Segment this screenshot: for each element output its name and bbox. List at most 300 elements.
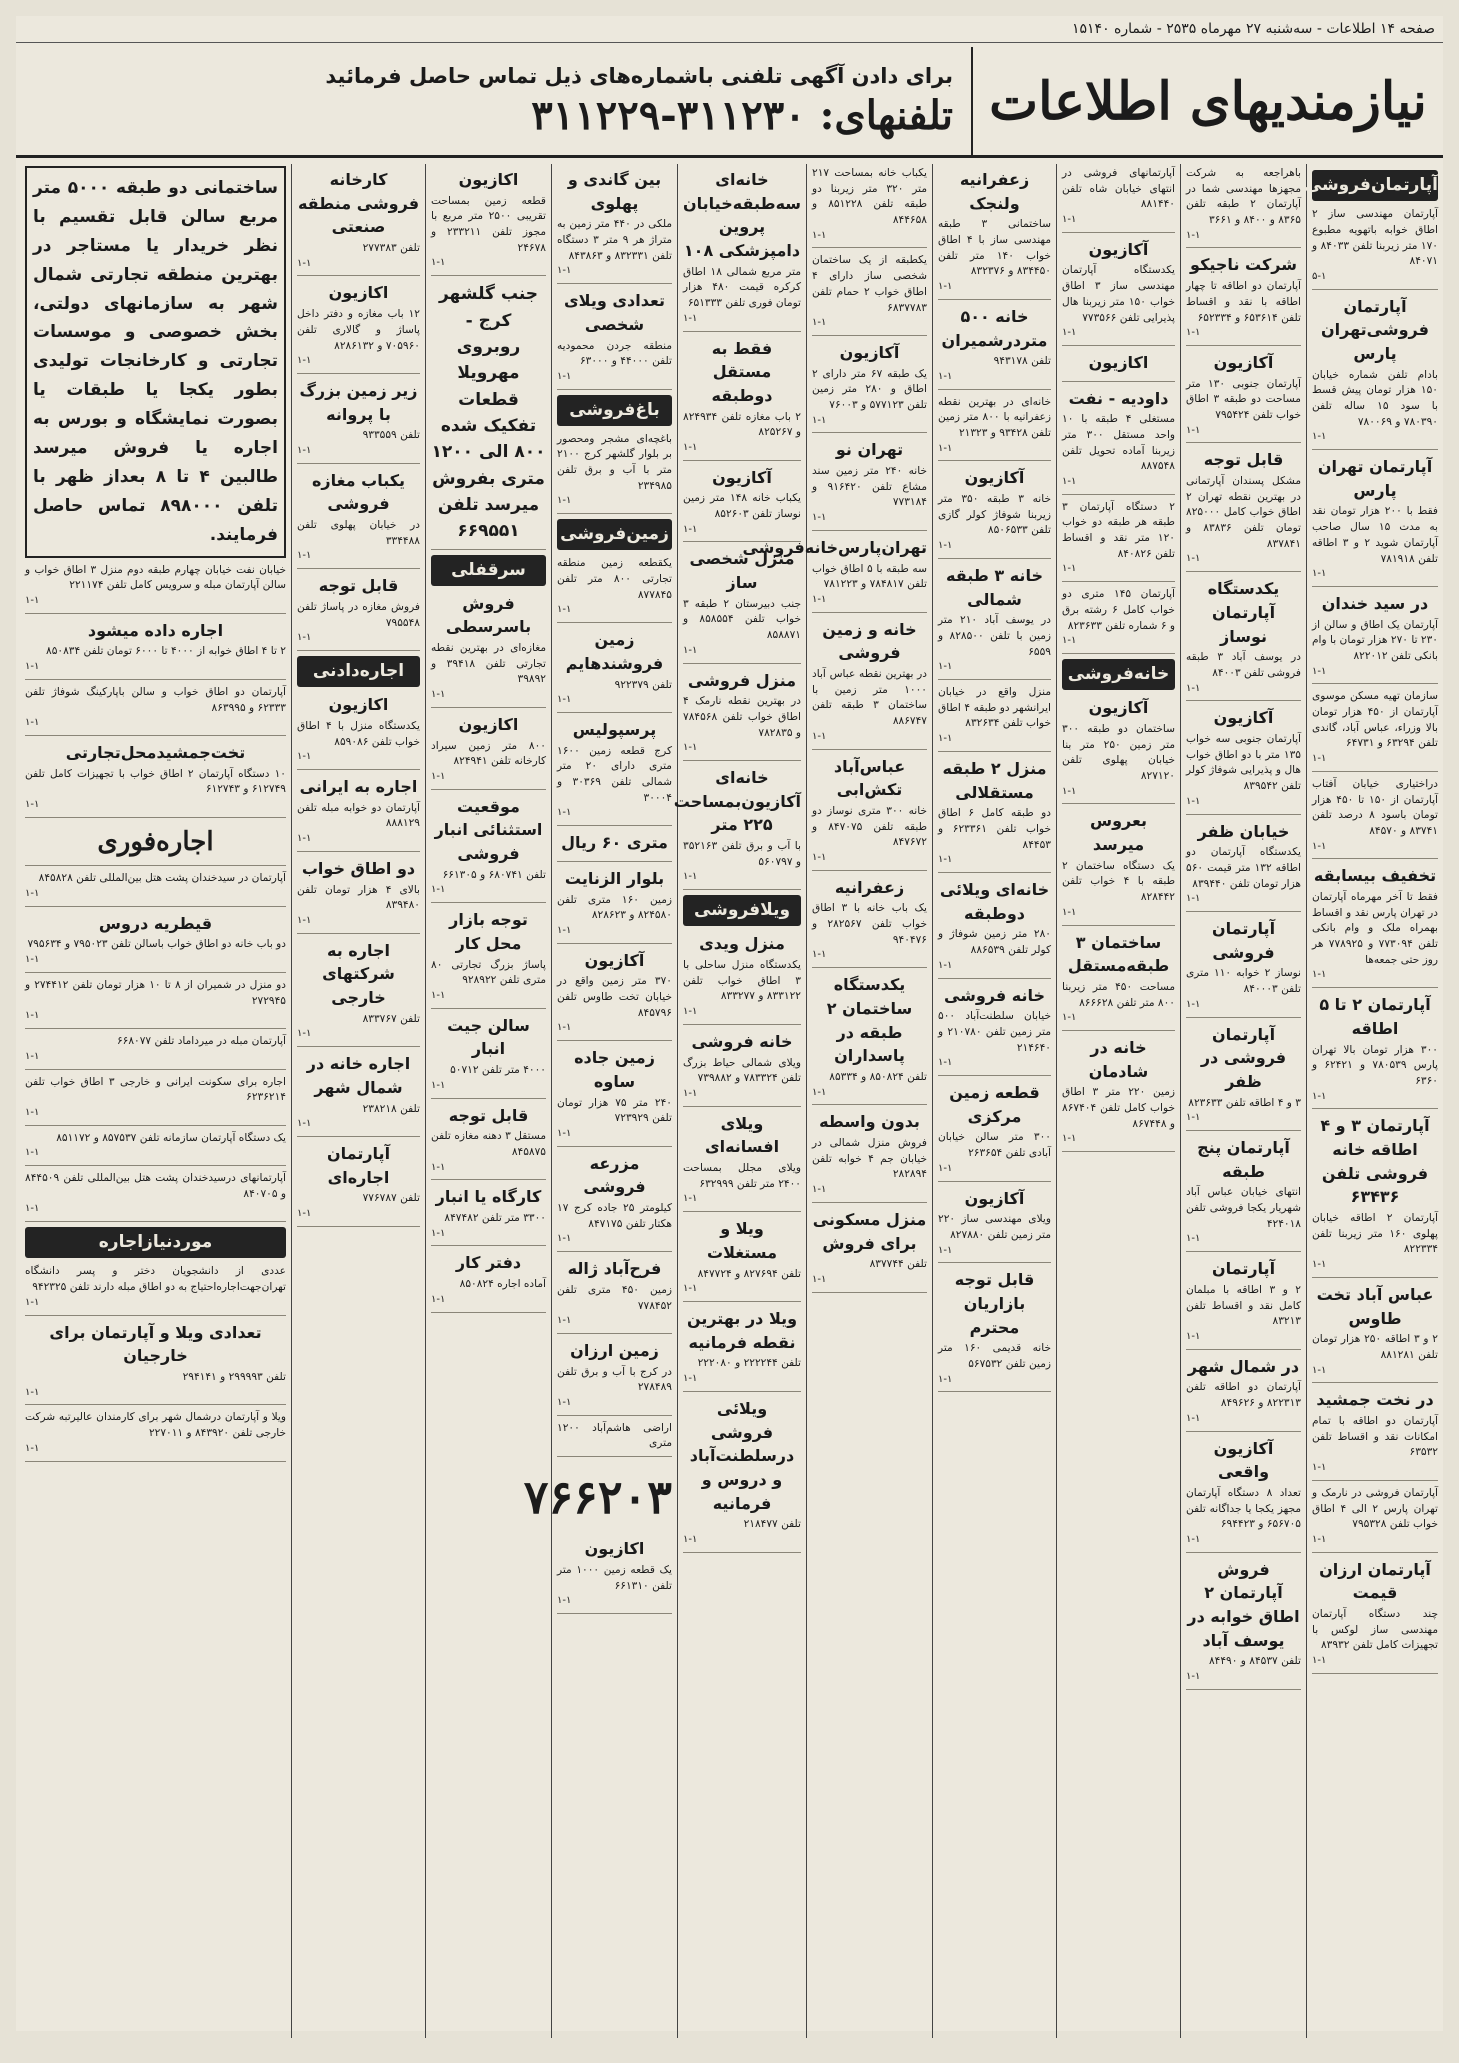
ad-code: ۱-۱ [683,871,698,883]
ad-code: ۱-۱ [1312,665,1327,677]
ad-code: ۱-۱ [557,924,572,936]
ad-title: آکازیون [964,468,1025,488]
classified-ad [1186,448,1301,572]
ad-text: تلفن ۲۳۸۲۱۸ [362,1102,420,1115]
column-3 [1056,164,1180,2038]
ad-text: تلفن ۸۲۷۶۹۴ و ۸۴۷۷۲۴ [697,1267,801,1280]
ad-title: فروش باسرسطی [445,593,532,637]
ad-text: آپارتمان ۱۴۵ متری دو خواب کامل ۶ رشته برق و ۶ شماره تلفن ۸۲۳۶۳۳ [1062,588,1175,632]
ad-text: آپارتمان دو اطاقه تلفن ۸۲۲۳۱۳ و ۸۴۹۶۲۶ [1186,1381,1301,1410]
ad-title: زمین ارزان [570,1340,659,1360]
ad-title: تعدادی ویلای شخصی [564,291,665,334]
ad-text: تلفن ۲۱۸۴۷۷ [743,1518,801,1531]
ad-title: آپارتمان ۳ و ۴ اطاقه خانه فروشی تلفن ۶۳۴۳۶ [1320,1116,1430,1207]
classified-ad [1186,1355,1301,1432]
ad-title: قطعه زمین مرکزی [949,1083,1040,1126]
ad-code: ۱-۱ [1312,969,1327,981]
ad-text: تلفن ۲۲۲۲۴۴ و ۲۲۲۰۸۰ [697,1357,801,1370]
classified-ad [25,619,286,680]
section-header: اجاره‌دادنی [297,656,420,687]
ad-text: در یوسف آباد ۲۱۰ متر زمین با تلفن ۸۲۸۵۰۰ و ۶۵۵۹ [938,614,1051,658]
ad-title: آکازیون واقعی [1213,1438,1274,1482]
ad-code: ۵-۱ [1312,270,1327,282]
section-header: آپارتمان‌فروشی [1312,170,1438,201]
ad-text: خانه قدیمی ۱۶۰ متر زمین تلفن ۵۶۷۵۳۲ [938,1342,1051,1371]
classified-ad [557,831,672,862]
classified-ad [1062,387,1175,495]
section-header: زمین‌فروشی [557,519,672,550]
classified-ad [683,337,801,461]
ad-text: یکدستگاه آپارتمان مهندسی ساز ۳ اطاق خواب ۱۵۰ متر زیربنا هال پذیرایی تلفن ۷۷۳۵۶۶ [1062,264,1175,324]
classified-ad [25,823,286,866]
ad-text: مستقل ۳ دهنه مغازه تلفن ۸۴۵۸۷۵ [431,1130,546,1158]
classified-ad [683,1397,801,1553]
ad-code: ۱-۱ [557,370,572,382]
ad-text: ویلای مهندسی ساز ۲۲۰ متر زمین تلفن ۸۲۷۸۸۰ [938,1213,1051,1241]
classified-ad [297,281,420,373]
classified-ad [1312,295,1438,451]
ad-code: ۱-۱ [683,1006,698,1018]
ad-code: ۱-۱ [297,1207,312,1219]
classified-ad [812,1110,927,1202]
classified-ad [683,1217,801,1302]
boxed-ad-text: ساختمانی دو طبقه ۵۰۰۰ متر مربع سالن قابل تقسیم با نظر خریدار یا مستاجر در بهترین منطقه تجارتی شمال شهر به سازمانهای دولتی، بخش خصوصی و موسسات تجارتی و کارخانجات تولیدی بطور یکجا یا طبقات یا بصورت نمایشگاه و بورس به اجاره یا فروش میرسد طالبین ۴ تا ۸ بعداز ظهر با تلفن ۸۹۸۰۰۰ تماس حاصل فرمایند. [33,178,279,545]
column-2 [1180,164,1306,2038]
classified-ad [938,1081,1051,1181]
ad-code: ۱-۱ [938,733,953,745]
column-7 [523,164,677,2038]
ad-code: ۱-۱ [1186,1233,1201,1245]
ad-title: اکازیون [1088,352,1149,372]
classified-ad [683,932,801,1024]
classified-ad [557,628,672,713]
ad-code: ۱-۱ [938,370,953,382]
ad-code: ۱-۱ [557,1233,572,1245]
featured-boxed-ad [25,166,286,558]
ad-code: ۱-۱ [297,751,312,763]
section-header: خانه‌فروشی [1062,659,1175,690]
classified-ad [1062,500,1175,582]
ad-text: ساختمان دو طبقه ۳۰۰ متر زمین ۲۵۰ متر بنا خیابان پهلوی تلفن ۸۲۷۱۲۰ [1062,722,1175,782]
ad-code: ۱-۱ [25,954,40,966]
ad-text: یکباب خانه بمساحت ۲۱۷ متر ۳۲۰ متر زیربنا دو طبقه تلفن ۸۵۱۲۲۸ و ۸۴۴۶۵۸ [812,167,928,227]
ad-code: ۱-۱ [812,229,827,241]
ad-code: ۱-۱ [683,1373,698,1385]
classified-ad [25,871,286,906]
ad-code: ۱-۱ [557,694,572,706]
ad-title: اکازیون [584,1539,645,1559]
contact-note: برای دادن آگهی تلفنی باشماره‌های ذیل تماس حاصل فرمائید [325,63,953,88]
ad-title: اکازیون [328,283,389,303]
ad-title: تهران نو [835,440,904,460]
ad-text: آپارتمانهای درسیدخندان پشت هتل بین‌المللی تلفن ۸۴۴۵۰۹ و ۸۴۰۷۰۵ [25,1172,286,1200]
ad-title: قابل توجه [318,576,399,596]
ad-text: اراضی هاشم‌آباد ۱۲۰۰ متری [557,1421,672,1450]
ad-text: تعداد ۸ دستگاه آپارتمان مجهز یکجا یا جداگانه تلفن ۶۵۶۷۰۵ و ۶۹۴۴۲۳ [1186,1486,1301,1531]
classified-ad [1062,238,1175,346]
classified-ad [812,876,927,968]
section-header: سرقفلی [431,555,546,586]
ad-title: خانه‌ای آکازیون‌بمساحت ۲۲۵ متر [673,768,801,835]
ad-text: قطعه زمین بمساحت تقریبی ۲۵۰۰ متر مربع با مجوز تلفن ۲۳۳۲۱۱ و ۲۴۶۷۸ [431,194,547,254]
ad-title: سالن جیت انبار [447,1015,530,1059]
ad-text: در بهترین نقطه عباس آباد ۱۰۰۰ متر زمین با ساختمان ۳ طبقه تلفن ۸۸۶۷۴۷ [812,668,928,728]
classified-ad [557,289,672,389]
classified-ad [1186,577,1301,701]
classified-ad [812,253,927,335]
newspaper-page [16,16,1443,2031]
ad-text: ویلای شمالی حیاط بزرگ تلفن ۷۸۳۳۲۴ و ۷۳۹۸۸۲ [683,1056,801,1085]
ad-title: زعفرانیه [834,877,905,897]
ad-code: ۱-۱ [1312,431,1327,443]
ad-code: ۱-۱ [557,1127,572,1139]
ad-text: ۴۰۰۰ متر تلفن ۵۰۷۱۲ [450,1064,546,1077]
ad-title: اجاره به شرکتهای خارجی [322,940,395,1008]
ad-code: ۱-۱ [938,281,953,293]
big-phone-number: ۷۶۶۲۰۳ [523,1470,672,1525]
classified-ad [812,618,927,750]
ad-title: مزرعه فروشی [583,1153,646,1197]
ad-code: ۱-۱ [297,632,312,644]
ad-text: دو منزل در شمیران از ۸ تا ۱۰ هزار تومان تلفن ۲۷۴۴۱۲ و ۲۷۲۹۴۵ [25,978,286,1007]
ad-title: خانه فروشی [691,1031,793,1051]
ad-code: ۱-۱ [812,414,827,426]
ad-code: ۱-۱ [1186,1112,1201,1124]
ad-text: در کرج با آب و برق تلفن ۲۷۸۴۸۹ [557,1365,672,1394]
ad-code: ۱-۱ [683,1533,698,1545]
classified-ad [431,168,546,276]
ad-text: تلفن ۸۵۰۸۲۴ و ۸۵۳۳۴ [829,1070,927,1083]
ad-title: قابل توجه [448,1105,529,1125]
classified-ad [297,693,420,770]
ad-code: ۱-۱ [25,1106,40,1118]
ad-code: ۱-۱ [812,1184,827,1196]
ad-title: اجاره به ایرانی [299,777,418,797]
classified-ad [1186,351,1301,443]
classified-ad [1186,706,1301,814]
ad-text: فروش مغازه در پاساژ تلفن ۷۹۵۵۴۸ [297,600,420,629]
classified-ad [25,912,286,973]
ad-title: یکدستگاه آپارتمان نوساز [1207,579,1280,646]
classified-ad [1186,1136,1301,1252]
ad-code: ۱-۱ [25,1050,40,1062]
ad-title: عباس آباد تخت طاوس [1316,1284,1434,1328]
ad-code: ۱-۱ [1062,1012,1077,1024]
ad-title: خانه فروشی [943,985,1046,1005]
classified-ad [683,1030,801,1107]
ad-text: آپارتمانهای فروشی در انتهای خیابان شاه تلفن ۸۸۱۴۴۰ [1062,167,1175,211]
ad-text: ۲۸۰ متر زمین شوفاژ و کولر تلفن ۸۸۶۵۳۹ [938,928,1051,957]
ad-title: کارخانه فروشی منطقه صنعتی [297,170,420,237]
masthead [16,47,1443,158]
ad-title: آکازیون [1088,698,1149,718]
ad-title: تعدادی ویلا و آپارتمان برای خارجیان [49,1322,262,1366]
ad-text: ۳۰۰ متر سالن خیابان آبادی تلفن ۲۶۳۶۵۴ [938,1131,1051,1160]
ad-code: ۱-۱ [25,1296,40,1308]
ad-code: ۱-۱ [25,799,40,811]
ad-title: اکازیون [458,170,519,189]
ad-code: ۱-۱ [812,730,827,742]
ad-title: توجه بازار محل کار [449,910,528,953]
ad-text: زمین ۱۶۰ متری تلفن ۸۲۴۵۸۰ و ۸۲۸۶۲۳ [557,893,672,922]
ad-text: زمین ۲۲۰ متر ۳ اطاق خواب کامل تلفن ۸۶۷۴۰۴ و ۸۶۷۴۴۸ [1062,1086,1176,1130]
ad-title: زمین جاده ساوه [574,1048,655,1091]
ad-text: خانه ۳۰۰ متری نوساز دو طبقه تلفن ۸۴۷۰۷۵ و ۸۴۷۶۷۲ [812,804,928,849]
ad-code: ۱-۱ [297,355,312,367]
ad-title: تخت‌جمشید‌محل‌تجارتی [65,743,246,762]
ad-code: ۱-۱ [25,594,40,606]
ad-text: انتهای خیابان عباس آباد شهریار یکجا فروشی تلفن ۴۲۴۰۱۸ [1186,1186,1301,1230]
ad-text: مغازه‌ای در بهترین نقطه تجارتی تلفن ۳۹۴۱۸ و ۳۹۸۹۲ [431,642,547,686]
classified-ad [683,1307,801,1392]
ad-code: ۱-۱ [297,833,312,845]
ad-code: ۱-۱ [1312,753,1327,765]
page-line: صفحه ۱۴ اطلاعات - سه‌شنبه ۲۷ مهرماه ۲۵۳۵ - شماره ۱۵۱۴۰ [1072,21,1435,37]
ad-title: منزل مسکونی برای فروش [812,1209,927,1253]
ad-code: ۱-۱ [1062,327,1077,339]
ad-code: ۱-۱ [1186,1671,1201,1683]
ad-code: ۱-۱ [938,1244,953,1256]
ad-title: آکازیون [1213,708,1274,728]
ad-code: ۱-۱ [1186,229,1201,241]
ad-text: دو طبقه کامل ۶ اطاق خواب تلفن ۶۲۳۳۶۱ و ۸۴۴۵۳ [938,807,1051,851]
ad-code: ۱-۱ [25,1203,40,1215]
ad-code: ۱-۱ [297,914,312,926]
display-ad [431,281,546,549]
ad-text: تلفن ۲۹۹۹۹۳ و ۲۹۴۱۴۱ [182,1370,286,1383]
ad-text: فقط با ۲۰۰ هزار تومان نقد به مدت ۱۵ سال صاحب آپارتمان شوید ۲ و ۳ اطاقه تلفن ۷۸۱۹۱۸ [1312,505,1438,565]
ad-text: جنب دبیرستان ۲ طبقه ۳ خواب تلفن ۸۵۸۵۵۴ و ۸۵۸۸۷۱ [683,597,802,642]
ad-text: تلفن ۹۴۳۱۷۸ [993,355,1051,368]
ad-title: آکازیون [584,950,645,970]
classified-ad [1312,455,1438,587]
ad-code: ۱-۱ [297,550,312,562]
ad-title: پرسپولیس [572,720,657,740]
ad-title: یکباب مغازه فروشی [311,470,406,514]
ad-code: ۱-۱ [1312,568,1327,580]
ad-code: ۱-۱ [1312,1259,1327,1271]
classified-ad [1186,1257,1301,1349]
classified-ad [431,1185,546,1246]
classified-ad [812,1208,927,1293]
ad-text: ۳۷۰ متر زمین واقع در خیابان تخت طاوس تلفن ۸۴۵۷۹۶ [557,975,672,1019]
column-8 [425,164,551,2038]
ad-text: تلفن ۲۷۷۳۸۳ [362,242,420,255]
ad-title: خانه‌ای ویلائی دو‌طبقه [939,880,1050,923]
ad-code: ۱-۱ [683,742,698,754]
ad-text: زمین ۴۵۰ متری تلفن ۷۷۸۴۵۲ [557,1283,672,1312]
ad-text: اجاره برای سکونت ایرانی و خارجی ۳ اطاق خواب تلفن ۶۲۳۶۲۱۴ [25,1075,286,1104]
ad-title: زعفرانیه ولنجک [959,170,1030,213]
ad-text: تلفن ۸۳۳۷۶۷ [362,1012,420,1025]
classified-ad [25,685,286,736]
ad-code: ۱-۱ [557,1396,572,1408]
classified-ad [938,878,1051,978]
ad-text: یکدستگاه منزل ساحلی با ۳ اطاق خواب تلفن ۸۳۳۱۲۲ و ۸۳۳۲۷۷ [683,959,801,1003]
ad-title: آپارتمان پنج طبقه [1197,1138,1290,1181]
ad-text: ۲ دستگاه آپارتمان ۳ طبقه هر طبقه دو خواب ۱۲۰ متر نقد و اقساط تلفن ۸۴۰۸۲۶ [1062,500,1175,560]
classified-ad [1312,1486,1438,1553]
ad-text: بالای ۴ هزار تومان تلفن ۸۳۹۴۸۰ [297,883,420,912]
classified-ad [431,592,546,708]
ad-code: ۱-۱ [297,444,312,456]
ad-text: ۱۰ دستگاه آپارتمان ۲ اطاق خواب با تجهیزات کامل تلفن ۶۱۲۷۴۹ و ۶۱۲۷۴۳ [25,767,286,796]
classified-ad [938,466,1051,558]
ad-title: در نخت جمشید [1316,1390,1434,1410]
classified-ad [938,685,1051,752]
classified-ad [297,939,420,1047]
classified-ad [1312,1558,1438,1674]
ad-text: تلفن ۷۷۶۷۸۷ [362,1192,420,1205]
ad-text: خیابان سلطنت‌آباد ۵۰۰ متر زمین تلفن ۲۱۰۷۸۰ و ۲۱۴۶۴۰ [938,1010,1051,1054]
ad-text: در خیابان پهلوی تلفن ۳۳۴۴۸۸ [297,519,420,547]
classified-ad [938,305,1051,390]
ad-text: یکدستگاه منزل با ۴ اطاق خواب تلفن ۸۵۹۰۸۶ [297,719,420,748]
ad-code: ۱-۱ [297,257,312,269]
classified-ad [1312,777,1438,859]
ad-title: دفتر کار [455,1253,522,1273]
ad-text: ۳۰۰ هزار تومان بالا تهران پارس ۷۸۰۵۳۹ و ۶۲۴۲۱ و ۶۳۶۰ [1312,1043,1439,1087]
classified-ad [25,563,286,614]
classified-ad [812,755,927,871]
ad-title: ویلا و مستغلات [707,1219,777,1262]
ad-text: دراختیاری خیابان آفتاب آپارتمان از ۱۵۰ تا ۴۵۰ هزار تومان باسود ۸ درصد تلفن ۸۳۷۴۱ و ۸۴۵۷۰ [1312,777,1438,837]
ad-text: در یوسف آباد ۳ طبقه فروشی تلفن ۸۴۰۰۳ [1186,651,1301,679]
ad-text: ویلای مجلل بمساحت ۲۴۰۰ متر تلفن ۶۳۲۹۹۹ [683,1162,801,1190]
ad-code: ۱-۱ [1186,795,1201,807]
ad-title: قابل توجه بازاریان محترم [954,1270,1035,1337]
ad-code: ۱-۱ [683,441,698,453]
ad-title: اکازیون [328,695,389,715]
ad-code: ۱-۱ [812,851,827,863]
classified-ad [25,1131,286,1166]
ad-code: ۱-۱ [1312,1090,1327,1102]
ad-text: آپارتمان دو اطاقه تا چهار اطاقه با نقد و اقساط تلفن ۶۵۳۶۱۴ و ۶۵۲۳۳۴ [1186,280,1301,324]
classified-ad [1186,917,1301,1017]
classified-ad [938,757,1051,873]
ad-title: آکازیون [839,342,900,362]
ad-code: ۱-۱ [1062,906,1077,918]
ad-code: ۱-۱ [25,1386,40,1398]
section-header: باغ‌فروشی [557,395,672,426]
running-header [16,16,1443,43]
ad-code: ۱-۱ [683,312,698,324]
ad-text: فقط تا آخر مهرماه آپارتمان در تهران پارس نقد و اقساط بهمراه ملک و وام بانکی تلفن ۷۷۳۰۹۴ و ۷۷۸۹۲۵ هر روز حتی جمعه‌ها [1312,891,1438,966]
ad-text: تلفن ۹۲۲۳۷۹ [614,678,672,691]
classified-ad [1062,166,1175,233]
classified-ad [673,766,801,890]
ad-code: ۱-۱ [25,717,40,729]
ad-title: خانه ۵۰۰ متردرشمیران [941,306,1048,350]
classified-ad [683,1112,801,1212]
classified-ad [297,857,420,934]
column-6 [673,164,806,2038]
ad-code: ۱-۱ [431,884,446,896]
ad-code: ۱-۱ [812,949,827,961]
section-header: موردنیازاجاره [25,1227,286,1258]
classified-ad [812,341,927,433]
ad-title: فروش آپارتمان ۲ اطاق خوابه در یوسف آباد [1187,1559,1300,1650]
ad-title: آکازیون [1213,352,1274,372]
ad-title: موقعیت استثنائی انبار فروشی [434,796,543,864]
column-9 [291,164,425,2038]
classified-ad [1186,1023,1301,1131]
ad-text: ۳ و ۴ اطاقه تلفن ۸۲۳۶۳۳ [1188,1096,1301,1109]
ad-title: منزل شخصی ساز [689,549,795,593]
ad-text: عددی از دانشجویان دختر و پسر دانشگاه تهران‌جهت‌اجاره‌احتیاج به دو اطاق مبله دارند تلفن ۹۴۲۳۲۵ [25,1265,286,1294]
ad-code: ۱-۱ [812,1086,827,1098]
ad-text: ۳۳۰۰ متر تلفن ۸۴۷۴۸۲ [444,1211,546,1224]
ad-title: خانه و زمین فروشی [822,619,917,663]
ad-code: ۱-۱ [938,854,953,866]
ad-title: آپارتمان فروشی [1211,919,1276,962]
ad-text: سازمان تهیه مسکن موسوی آپارتمان از ۴۵۰ هزار تومان بالا وزراء، عباس آباد، گاندی تلفن ۶۳۲۹۴ و ۶۴۷۳۱ [1312,690,1438,750]
classified-ad [938,1268,1051,1392]
classified-ad [1312,592,1438,684]
ad-text: آپارتمان مبله در میرداماد تلفن ۶۶۸۰۷۷ [116,1035,286,1048]
ad-text: سه طبقه با ۵ اطاق خواب تلفن ۷۸۴۸۱۷ و ۷۸۱۲۲۳ [812,562,927,591]
ad-text: منزل واقع در خیابان ایرانشهر دو طبقه ۴ اطاق خواب تلفن ۸۳۲۶۳۴ [938,686,1051,730]
classified-ad [1312,207,1438,289]
ad-text: کیلومتر ۲۵ جاده کرج ۱۷ هکتار تلفن ۸۴۷۱۷۵ [557,1202,672,1230]
ad-text: یک دستگاه ساختمان ۲ طبقه با ۴ خواب تلفن ۸۲۸۴۴۲ [1062,859,1175,904]
ad-text: تلفن ۹۳۳۵۵۹ [362,429,420,442]
classified-ad [297,574,420,651]
ad-code: ۱-۱ [431,257,446,269]
ad-code: ۱-۱ [557,495,572,507]
ad-text: آپارتمان جنوبی سه خواب ۱۳۵ متر با دو اطاق خواب هال و پذیرایی شوفاژ کولر تلفن ۸۳۹۵۴۲ [1186,733,1301,793]
classified-ad [1186,166,1301,248]
classified-ad [683,466,801,543]
ad-code: ۱-۱ [683,1193,698,1205]
ad-title: داودیه - نفت [1068,388,1169,408]
ad-code: ۱-۱ [557,1022,572,1034]
ad-title: فقط به مستقل دوطبقه [711,338,773,405]
classified-ad [431,795,546,903]
ad-code: ۱-۱ [557,265,572,277]
display-ad-text: جنب گلشهر کرج - روبروی مهرویلا قطعات تفکیک شده ۸۰۰ الی ۱۲۰۰ متری بفروش میرسد تلفن ۶۶۹۵۵۱ [431,284,546,542]
classified-ad [1062,809,1175,925]
ad-text: مشکل پسندان آپارتمانی در بهترین نقطه تهران ۲ اطاق خواب کامل ۸۲۵۰۰۰ تومان تلفن ۸۳۸۳۶ و ۸۳۷۸۴۱ [1186,475,1301,550]
classified-ad [1186,1558,1301,1690]
ad-title: آپارتمان تهران پارس [1317,457,1433,500]
ad-code: ۱-۱ [557,807,572,819]
ad-text: یکدستگاه آپارتمان دو اطاقه ۱۳۲ متر قیمت ۵۶۰ هزار تومان تلفن ۸۳۹۴۴۰ [1186,846,1301,890]
ad-title: منزل ۲ طبقه مستقلالی [942,758,1047,802]
ad-title: ویلا در بهترین نقطه فرمانیه [686,1309,798,1352]
ad-text: خانه ۳ طبقه ۳۵۰ متر زیربنا شوفاژ کولر گازی تلفن ۸۵۰۶۵۳۳ [938,493,1051,537]
classified-ad [1062,587,1175,654]
classified-ad [938,168,1051,300]
ad-code: ۱-۱ [1186,553,1201,565]
classified-ad [25,1321,286,1406]
ad-code: ۱-۱ [1186,327,1201,339]
ad-code: ۱-۱ [1062,214,1077,226]
ad-code: ۱-۱ [431,989,446,1001]
classified-ad [297,469,420,569]
ad-title: دو اطاق خواب [301,858,416,878]
ad-code: ۱-۱ [1186,1330,1201,1342]
ad-code: ۱-۱ [1186,1533,1201,1545]
ad-columns [16,164,1443,2038]
ad-code: ۱-۱ [557,1595,572,1607]
ad-text: تلفن ۸۴۵۳۷ و ۸۴۴۹۰ [1208,1655,1301,1668]
classified-ad [938,1187,1051,1264]
ad-text: یک دستگاه آپارتمان سازمانه تلفن ۸۵۷۵۳۷ و ۸۵۱۱۷۲ [56,1131,286,1144]
classified-ad [297,775,420,852]
ad-code: ۱-۱ [431,770,446,782]
ad-text: ساختمانی ۳ طبقه مهندسی ساز با ۴ اطاق خواب ۱۴۰ متر تلفن ۸۳۴۴۵۰ و ۸۳۲۳۷۶ [938,218,1051,278]
